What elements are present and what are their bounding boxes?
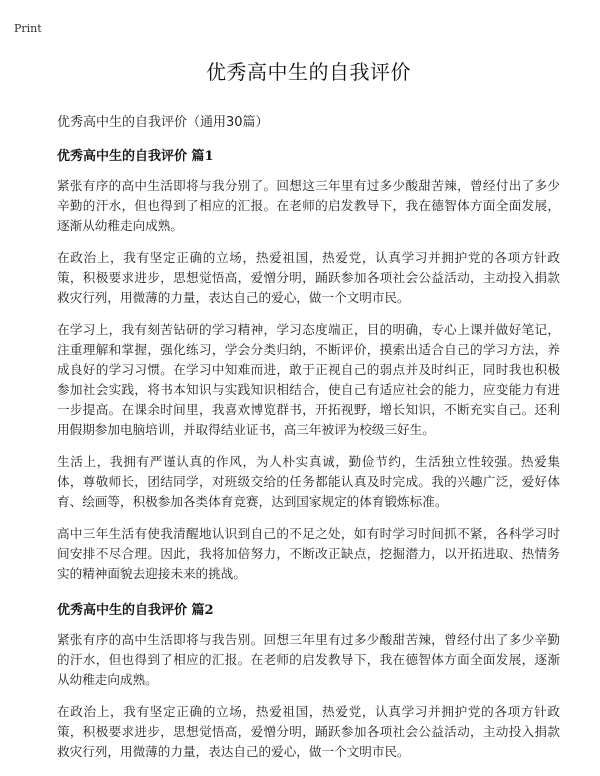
paragraph: 在学习上，我有刻苦钻研的学习精神，学习态度端正，目的明确，专心上课并做好笔记，注重理解和掌握，强化练习，学会分类归纳，不断评价，摸索出适合自己的学习方法，养成良好的学习习惯。在学习中知难而进，敢于正视自己的弱点并及时纠正，同时我也积极参加社会实践，将书本知识与实践知识相结合，使自己有适应社会的能力，应变能力有进一步提高。在课余时间里，我喜欢博览群书，开拓视野，增长知识，不断充实自己。还利用假期参加电脑培训，并取得结业证书，高三年被评为校级三好生。 xyxy=(57,322,560,437)
section-heading-2 xyxy=(57,599,560,618)
document-subtitle: 优秀高中生的自我评价（通用30篇） xyxy=(57,115,269,130)
section-heading-1 xyxy=(57,145,560,164)
paragraph: 生活上，我拥有严谨认真的作风，为人朴实真诚，勤俭节约，生活独立性较强。热爱集体，尊敬师长，团结同学，对班级交给的任务都能认真及时完成。我的兴趣广泛，爱好体育、绘画等，积极参加各类体育竞赛，达到国家规定的体育锻炼标准。 xyxy=(57,454,560,509)
print-link[interactable]: Print xyxy=(14,22,42,35)
paragraph: 紧张有序的高中生活即将与我分别了。回想这三年里有过多少酸甜苦辣，曾经付出了多少辛勤的汗水，但也得到了相应的汇报。在老师的启发教导下，我在德智体方面全面发展，逐渐从幼稚走向成熟。 xyxy=(57,178,560,233)
section-heading-text: 优秀高中生的自我评价 篇 xyxy=(57,603,205,618)
document-title: 优秀高中生的自我评价 xyxy=(206,60,411,84)
paragraph: 在政治上，我有坚定正确的立场，热爱祖国，热爱党，认真学习并拥护党的各项方针政策，积极要求进步，思想觉悟高，爱憎分明，踊跃参加各项社会公益活动，主动投入捐款救灾行列，用微薄的力量，表达自己的爱心，做一个文明市民。 xyxy=(57,704,560,759)
paragraph: 高中三年生活有使我清醒地认识到自己的不足之处，如有时学习时间抓不紧，各科学习时间安排不尽合理。因此，我将加倍努力，不断改正缺点，挖掘潜力，以开拓进取、热情务实的精神面貌去迎接未来的挑战。 xyxy=(57,526,560,581)
section-heading-number: 2 xyxy=(204,603,214,618)
paragraph: 在政治上，我有坚定正确的立场，热爱祖国，热爱党，认真学习并拥护党的各项方针政策，积极要求进步，思想觉悟高，爱憎分明，踊跃参加各项社会公益活动，主动投入捐款救灾行列，用微薄的力量，表达自己的爱心，做一个文明市民。 xyxy=(57,250,560,305)
section-heading-text: 优秀高中生的自我评价 篇 xyxy=(57,149,205,164)
section-heading-number: 1 xyxy=(204,149,214,164)
paragraph: 紧张有序的高中生活即将与我告别。回想三年里有过多少酸甜苦辣，曾经付出了多少辛勤的汗水，但也得到了相应的汇报。在老师的启发教导下，我在德智体方面全面发展，逐渐从幼稚走向成熟。 xyxy=(57,632,560,687)
